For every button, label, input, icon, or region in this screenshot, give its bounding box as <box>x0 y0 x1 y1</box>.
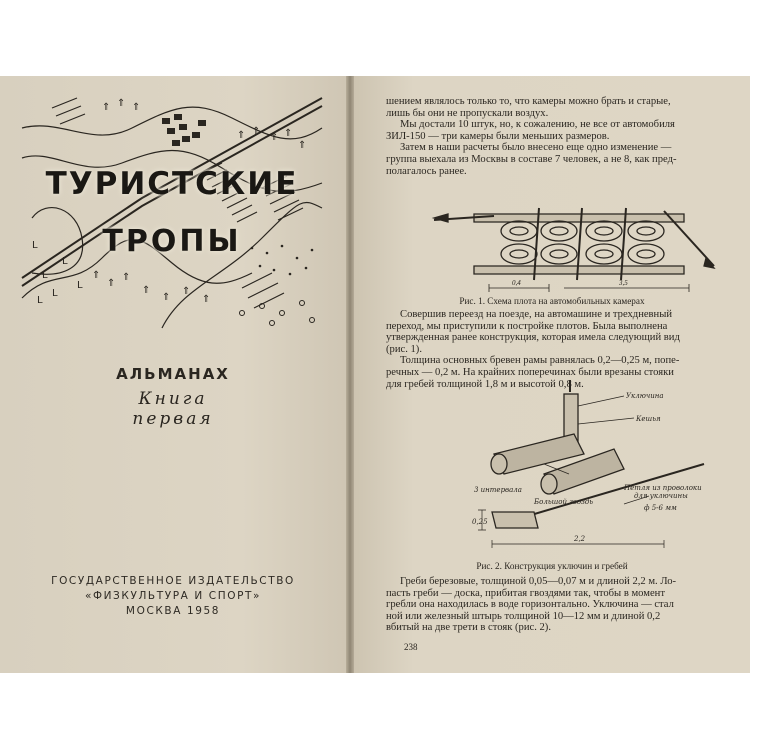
svg-text:L: L <box>77 280 83 291</box>
book-volume-line1: Книга <box>138 389 208 409</box>
svg-text:L: L <box>52 288 58 299</box>
paragraph-3 <box>386 576 766 634</box>
text-line: шением являлось только то, что камеры можно брать и старые, <box>386 96 671 107</box>
text-line: утвержденная ранее конструкция, которая имела следующий вид <box>386 332 680 344</box>
label-petlya-2: для уключины <box>634 492 688 500</box>
publisher-line2: «ФИЗКУЛЬТУРА И СПОРТ» <box>84 590 262 602</box>
text-line: гребли она находилась в воде горизонтально. Уключина — стал <box>386 599 674 611</box>
text-line: (рис. 1). <box>386 343 422 355</box>
dimension-label: 2,2 <box>574 535 586 543</box>
svg-text:⇑: ⇑ <box>107 278 116 289</box>
text-line: Греби березовые, толщиной 0,05—0,07 м и длиной 2,2 м. Ло- <box>400 576 677 587</box>
svg-text:⇑: ⇑ <box>202 294 211 305</box>
book-spread <box>0 76 750 673</box>
svg-text:⇑: ⇑ <box>117 98 126 109</box>
text-line: группа выехала из Москвы в составе 7 человек, а не 8, как пред- <box>386 153 677 165</box>
almanac-label: АЛЬМАНАХ <box>116 365 230 383</box>
text-line: для гребей толщиной 1,8 м и высотой 0,8 м. <box>386 378 584 390</box>
publisher-line3: МОСКВА 1958 <box>125 605 221 617</box>
svg-text:⇑: ⇑ <box>122 272 131 283</box>
label-phi: ф 5-6 мм <box>644 504 677 512</box>
svg-text:L: L <box>42 270 48 281</box>
text-line: ной или железный штырь толщиной 10—12 мм и длиной 0,2 <box>386 610 661 622</box>
dimension-label: 0,4 <box>512 279 521 287</box>
svg-text:⇑: ⇑ <box>182 286 191 297</box>
label-ukluchina: Уключина <box>626 392 664 400</box>
text-line: Мы достали 10 штук, но, к сожалению, не все от автомобиля <box>400 119 675 131</box>
label-petlya-1: Петля из проволоки <box>624 484 702 492</box>
svg-text:L: L <box>62 256 68 267</box>
figure-2-caption: Рис. 2. Конструкция уключин и гребей <box>476 561 628 571</box>
svg-text:⇑: ⇑ <box>298 140 307 151</box>
raft-diagram <box>434 196 714 296</box>
svg-text:⇑: ⇑ <box>284 128 293 139</box>
label-interval: 3 интервала <box>474 486 522 494</box>
book-gutter <box>346 76 354 673</box>
text-line: лишь бы они не пропускали воздух. <box>386 107 549 119</box>
text-line: переход, мы приступили к постройке плотов. Была выполнена <box>386 320 668 332</box>
page-number: 238 <box>404 642 418 652</box>
text-line: Затем в наши расчеты было внесено еще одно изменение — <box>400 142 672 154</box>
oarlock-diagram <box>474 394 714 554</box>
text-page <box>354 76 750 673</box>
label-keshya: Кешья <box>636 415 661 423</box>
text-line: вбитый на две трети в стояк (рис. 2). <box>386 622 551 634</box>
paragraph-1 <box>386 96 766 177</box>
label-gvozd: Большой гвоздь <box>534 498 594 506</box>
svg-text:⇑: ⇑ <box>252 126 261 137</box>
paragraph-2 <box>386 309 766 390</box>
text-line: пасть греби — доска, прибитая гвоздями так, чтобы в момент <box>386 587 665 599</box>
svg-text:L: L <box>32 240 38 251</box>
text-line: ЗИЛ-150 — три камеры были меньших размеров. <box>386 130 610 142</box>
text-line: речных — 0,2 м. На крайних поперечинах были врезаны стояки <box>386 366 674 378</box>
book-volume-line2: первая <box>132 409 214 429</box>
text-line: Совершив переезд на поезде, на автомашине и трехдневный <box>400 309 673 320</box>
figure-1-caption: Рис. 1. Схема плота на автомобильных камерах <box>459 296 645 306</box>
svg-text:L: L <box>37 295 43 306</box>
dimension-label: 3,5 <box>619 279 628 287</box>
book-title-line1: ТУРИСТСКИЕ <box>45 166 299 202</box>
map-illustration <box>22 88 322 328</box>
svg-text:⇑: ⇑ <box>142 285 151 296</box>
dimension-label: 0,25 <box>472 518 488 526</box>
svg-text:⇑: ⇑ <box>102 102 111 113</box>
book-title-line2: ТРОПЫ <box>102 224 242 259</box>
text-line: Толщина основных бревен рамы равнялась 0,2—0,25 м, попе- <box>400 355 680 367</box>
svg-text:⇑: ⇑ <box>162 292 171 303</box>
title-page <box>0 76 346 673</box>
svg-text:⇑: ⇑ <box>132 102 141 113</box>
svg-text:⇑: ⇑ <box>92 270 101 281</box>
svg-text:⇑: ⇑ <box>237 130 246 141</box>
publisher-line1: ГОСУДАРСТВЕННОЕ ИЗДАТЕЛЬСТВО <box>51 575 295 587</box>
svg-text:⇑: ⇑ <box>270 132 279 143</box>
text-line: полагалось ранее. <box>386 165 467 177</box>
